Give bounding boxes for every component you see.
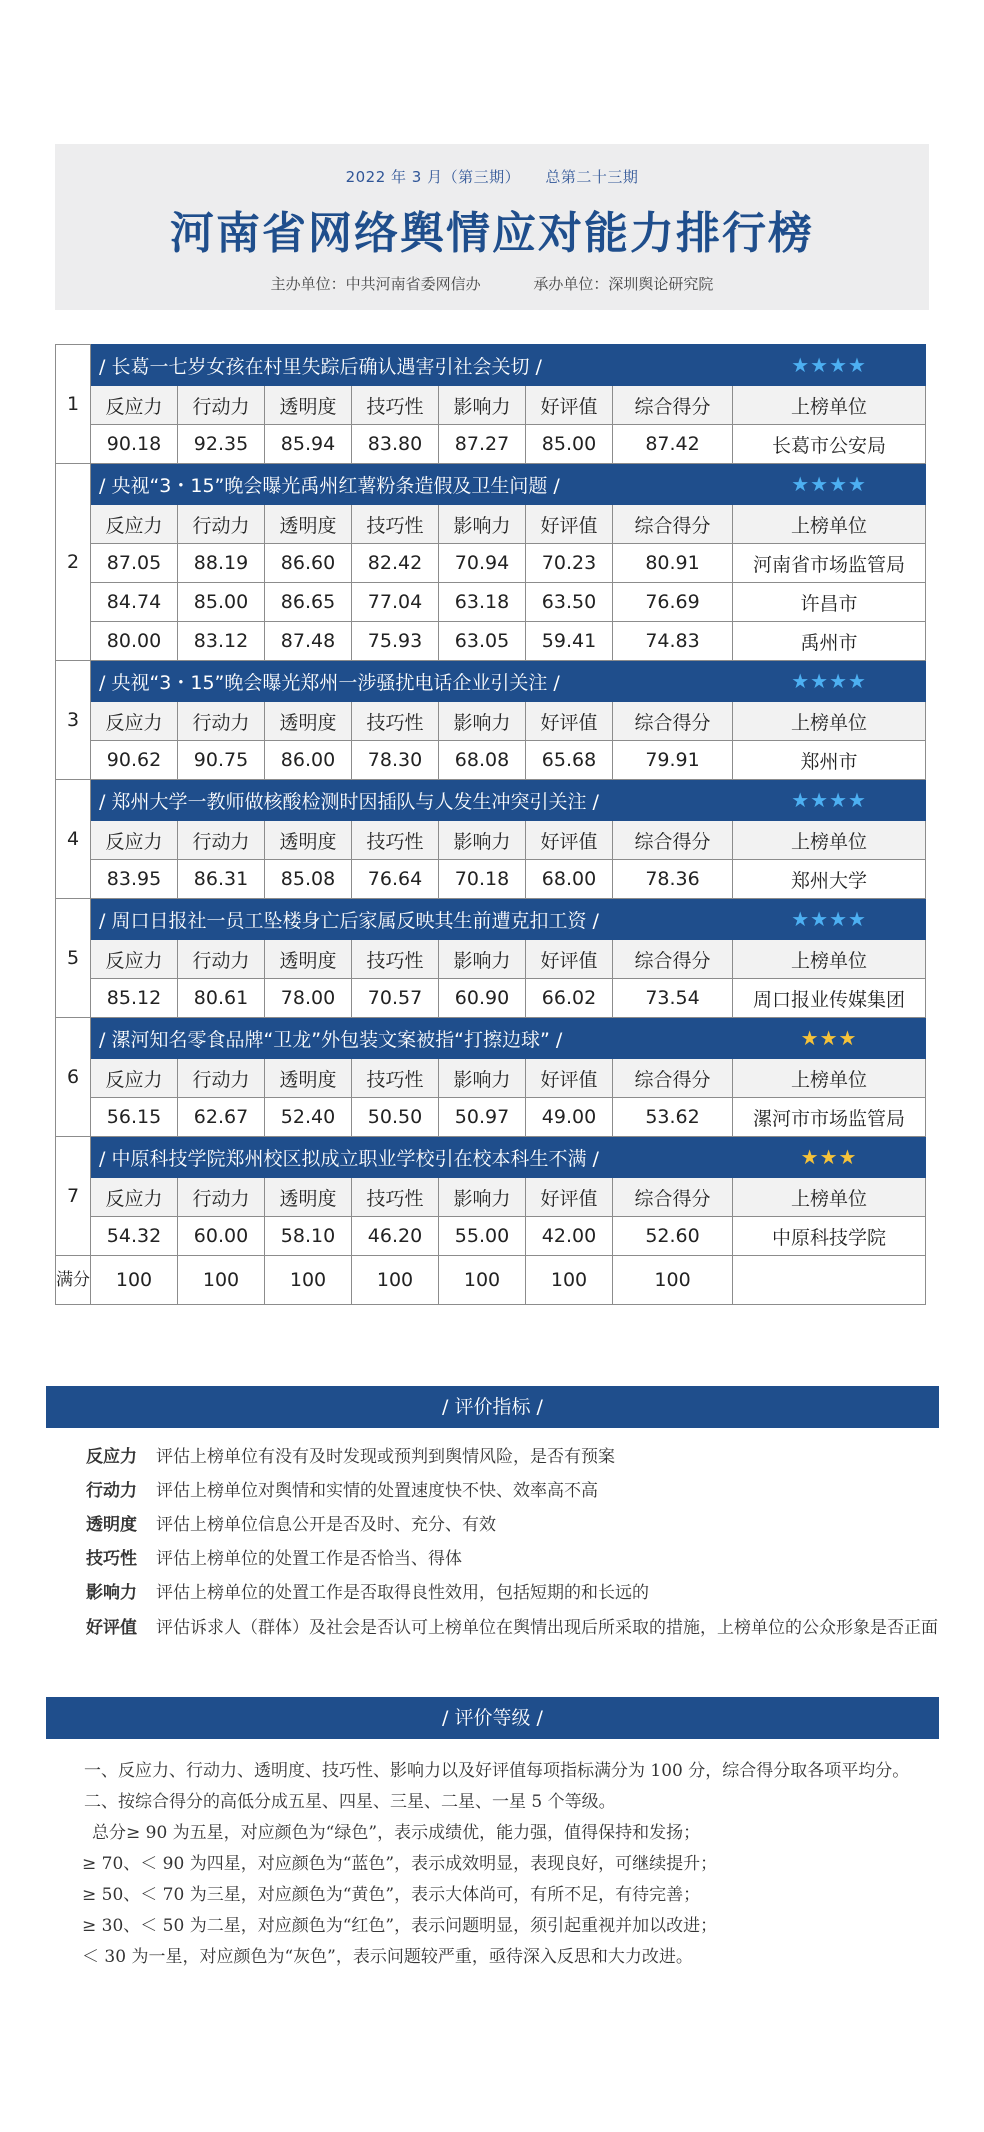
score-cell: 83.95 [91, 860, 178, 899]
organizer-line [55, 273, 929, 294]
score-cell: 85.12 [91, 979, 178, 1018]
score-cell: 70.23 [526, 544, 613, 583]
column-header: 技巧性 [352, 821, 439, 860]
star-rating [733, 899, 926, 940]
score-cell: 82.42 [352, 544, 439, 583]
star-icon: ★ [829, 669, 848, 693]
column-header: 透明度 [265, 505, 352, 544]
column-header: 行动力 [178, 821, 265, 860]
score-cell: 87.05 [91, 544, 178, 583]
score-cell: 90.62 [91, 741, 178, 780]
score-cell: 52.40 [265, 1098, 352, 1137]
score-cell: 78.00 [265, 979, 352, 1018]
star-icon: ★ [810, 907, 830, 931]
column-header: 反应力 [91, 1059, 178, 1098]
host-unit: 主办单位：中共河南省委网信办 [270, 275, 481, 293]
column-header: 影响力 [439, 702, 526, 741]
criteria-item [48, 1576, 938, 1610]
score-cell: 75.93 [352, 622, 439, 661]
star-icon: ★ [848, 669, 867, 693]
column-header: 上榜单位 [733, 1178, 926, 1217]
criteria-list [48, 1440, 938, 1642]
score-cell: 80.00 [91, 622, 178, 661]
star-icon: ★ [829, 788, 848, 812]
score-cell: 85.00 [178, 583, 265, 622]
column-header: 透明度 [265, 821, 352, 860]
star-rating [733, 661, 926, 702]
criteria-key: 影响力 [86, 1583, 137, 1603]
column-header: 反应力 [91, 505, 178, 544]
grade-section-title: / 评价等级 / [442, 1707, 543, 1729]
column-header: 透明度 [265, 1178, 352, 1217]
score-cell: 88.19 [178, 544, 265, 583]
column-header: 行动力 [178, 940, 265, 979]
score-cell: 65.68 [526, 741, 613, 780]
score-cell: 68.00 [526, 860, 613, 899]
score-cell: 60.00 [178, 1217, 265, 1256]
event-title: / 漯河知名零食品牌“卫龙”外包装文案被指“打擦边球” / [91, 1018, 733, 1059]
score-cell: 70.18 [439, 860, 526, 899]
unit-cell: 禹州市 [733, 622, 926, 661]
column-header: 行动力 [178, 1178, 265, 1217]
grade-line: ≥ 70、＜ 90 为四星，对应颜色为“蓝色”，表示成效明显，表现良好，可继续提升； [82, 1854, 718, 1874]
column-header: 上榜单位 [733, 821, 926, 860]
column-header: 综合得分 [613, 702, 733, 741]
criteria-section-header [46, 1386, 939, 1428]
table-row [56, 860, 926, 899]
criteria-text: 评估上榜单位有没有及时发现或预判到舆情风险，是否有预案 [156, 1447, 615, 1467]
score-cell: 52.60 [613, 1217, 733, 1256]
column-header: 上榜单位 [733, 940, 926, 979]
event-title-row [56, 1018, 926, 1059]
star-icon: ★ [829, 353, 848, 377]
column-header: 反应力 [91, 386, 178, 425]
score-cell: 55.00 [439, 1217, 526, 1256]
organizer-unit: 承办单位：深圳舆论研究院 [533, 275, 714, 293]
column-header: 影响力 [439, 821, 526, 860]
grade-description [48, 1756, 940, 1973]
criteria-item [48, 1440, 938, 1474]
full-score-cell: 100 [178, 1256, 265, 1305]
column-header: 技巧性 [352, 386, 439, 425]
grade-line: ≥ 50、＜ 70 为三星，对应颜色为“黄色”，表示大体尚可，有所不足，有待完善； [82, 1885, 701, 1905]
event-title-row [56, 661, 926, 702]
score-cell: 58.10 [265, 1217, 352, 1256]
column-header: 好评值 [526, 940, 613, 979]
full-score-row [56, 1256, 926, 1305]
score-cell: 78.30 [352, 741, 439, 780]
unit-cell: 周口报业传媒集团 [733, 979, 926, 1018]
column-header: 上榜单位 [733, 1059, 926, 1098]
column-header: 综合得分 [613, 940, 733, 979]
criteria-item [48, 1614, 938, 1642]
star-icon: ★ [819, 1145, 839, 1169]
score-cell: 83.80 [352, 425, 439, 464]
unit-cell: 长葛市公安局 [733, 425, 926, 464]
column-header: 反应力 [91, 821, 178, 860]
score-cell: 60.90 [439, 979, 526, 1018]
star-icon: ★ [800, 1026, 820, 1050]
criteria-item [48, 1542, 938, 1576]
event-title: / 郑州大学一教师做核酸检测时因插队与人发生冲突引关注 / [91, 780, 733, 821]
criteria-item [48, 1508, 938, 1542]
column-header: 透明度 [265, 386, 352, 425]
column-header: 行动力 [178, 702, 265, 741]
column-header: 透明度 [265, 940, 352, 979]
event-title-row [56, 780, 926, 821]
star-icon: ★ [848, 472, 867, 496]
score-cell: 62.67 [178, 1098, 265, 1137]
column-header: 好评值 [526, 505, 613, 544]
star-icon: ★ [848, 907, 867, 931]
score-cell: 79.91 [613, 741, 733, 780]
score-cell: 46.20 [352, 1217, 439, 1256]
unit-cell: 漯河市市场监管局 [733, 1098, 926, 1137]
column-header: 综合得分 [613, 1178, 733, 1217]
score-cell: 80.91 [613, 544, 733, 583]
grade-section-header [46, 1697, 939, 1739]
event-title-row [56, 1137, 926, 1178]
star-icon: ★ [791, 472, 811, 496]
full-score-cell: 100 [613, 1256, 733, 1305]
column-header: 综合得分 [613, 386, 733, 425]
full-score-cell: 100 [439, 1256, 526, 1305]
column-header: 好评值 [526, 1059, 613, 1098]
rank-number: 1 [56, 345, 91, 464]
event-title: / 央视“3・15”晚会曝光禹州红薯粉条造假及卫生问题 / [91, 464, 733, 505]
score-cell: 54.32 [91, 1217, 178, 1256]
score-cell: 85.94 [265, 425, 352, 464]
criteria-key: 行动力 [86, 1481, 137, 1501]
score-cell: 87.48 [265, 622, 352, 661]
full-score-cell: 100 [526, 1256, 613, 1305]
rank-number: 7 [56, 1137, 91, 1256]
score-cell: 42.00 [526, 1217, 613, 1256]
column-header-row [56, 505, 926, 544]
star-icon: ★ [838, 1145, 858, 1169]
score-cell: 87.27 [439, 425, 526, 464]
event-title-row [56, 345, 926, 386]
event-title: / 长葛一七岁女孩在村里失踪后确认遇害引社会关切 / [91, 345, 733, 386]
column-header-row [56, 702, 926, 741]
criteria-key: 技巧性 [86, 1549, 137, 1569]
score-cell: 70.94 [439, 544, 526, 583]
star-icon: ★ [791, 788, 811, 812]
criteria-text: 评估上榜单位对舆情和实情的处置速度快不快、效率高不高 [156, 1481, 598, 1501]
rank-number: 4 [56, 780, 91, 899]
unit-cell: 郑州大学 [733, 860, 926, 899]
score-cell: 50.50 [352, 1098, 439, 1137]
column-header: 上榜单位 [733, 702, 926, 741]
column-header: 技巧性 [352, 1059, 439, 1098]
event-title: / 中原科技学院郑州校区拟成立职业学校引在校本科生不满 / [91, 1137, 733, 1178]
star-icon: ★ [791, 353, 811, 377]
table-row [56, 544, 926, 583]
full-score-cell: 100 [352, 1256, 439, 1305]
star-icon: ★ [838, 1026, 858, 1050]
criteria-key: 透明度 [86, 1515, 137, 1535]
score-cell: 70.57 [352, 979, 439, 1018]
full-score-cell: 100 [91, 1256, 178, 1305]
criteria-item [48, 1474, 938, 1508]
column-header-row [56, 821, 926, 860]
score-cell: 49.00 [526, 1098, 613, 1137]
score-cell: 78.36 [613, 860, 733, 899]
rank-number: 6 [56, 1018, 91, 1137]
column-header: 技巧性 [352, 505, 439, 544]
column-header: 好评值 [526, 1178, 613, 1217]
score-cell: 83.12 [178, 622, 265, 661]
column-header-row [56, 940, 926, 979]
table-row [56, 741, 926, 780]
table-row [56, 425, 926, 464]
score-cell: 85.00 [526, 425, 613, 464]
grade-line: 总分≥ 90 为五星，对应颜色为“绿色”，表示成绩优，能力强，值得保持和发扬； [92, 1823, 701, 1843]
grade-line: ≥ 30、＜ 50 为二星，对应颜色为“红色”，表示问题明显，须引起重视并加以改进； [82, 1916, 718, 1936]
unit-cell: 许昌市 [733, 583, 926, 622]
star-rating [733, 780, 926, 821]
score-cell: 90.18 [91, 425, 178, 464]
grade-line: ＜ 30 为一星，对应颜色为“灰色”，表示问题较严重，亟待深入反思和大力改进。 [82, 1947, 693, 1967]
score-cell: 87.42 [613, 425, 733, 464]
column-header: 影响力 [439, 940, 526, 979]
star-icon: ★ [810, 472, 830, 496]
score-cell: 76.64 [352, 860, 439, 899]
table-row [56, 1217, 926, 1256]
score-cell: 63.05 [439, 622, 526, 661]
rank-number: 5 [56, 899, 91, 1018]
star-icon: ★ [810, 788, 830, 812]
score-cell: 77.04 [352, 583, 439, 622]
score-cell: 85.08 [265, 860, 352, 899]
star-icon: ★ [791, 907, 811, 931]
column-header: 好评值 [526, 702, 613, 741]
column-header: 行动力 [178, 386, 265, 425]
star-icon: ★ [829, 907, 848, 931]
star-icon: ★ [791, 669, 811, 693]
column-header: 反应力 [91, 1178, 178, 1217]
page-title: 河南省网络舆情应对能力排行榜 [170, 208, 814, 259]
score-cell: 86.00 [265, 741, 352, 780]
score-cell: 80.61 [178, 979, 265, 1018]
column-header-row [56, 1178, 926, 1217]
score-cell: 86.31 [178, 860, 265, 899]
column-header: 透明度 [265, 702, 352, 741]
column-header: 影响力 [439, 1178, 526, 1217]
column-header: 影响力 [439, 1059, 526, 1098]
star-icon: ★ [829, 472, 848, 496]
star-icon: ★ [810, 353, 830, 377]
score-cell: 63.18 [439, 583, 526, 622]
column-header: 影响力 [439, 505, 526, 544]
column-header: 透明度 [265, 1059, 352, 1098]
issue-total: 总第二十三期 [545, 168, 639, 186]
star-rating [733, 1137, 926, 1178]
column-header: 上榜单位 [733, 505, 926, 544]
column-header: 综合得分 [613, 821, 733, 860]
issue-line [55, 166, 929, 187]
score-cell: 84.74 [91, 583, 178, 622]
column-header: 好评值 [526, 821, 613, 860]
star-icon: ★ [800, 1145, 820, 1169]
column-header: 综合得分 [613, 505, 733, 544]
event-title-row [56, 899, 926, 940]
criteria-text: 评估上榜单位的处置工作是否恰当、得体 [156, 1549, 462, 1569]
column-header: 反应力 [91, 940, 178, 979]
event-title: / 央视“3・15”晚会曝光郑州一涉骚扰电话企业引关注 / [91, 661, 733, 702]
column-header: 行动力 [178, 505, 265, 544]
event-title: / 周口日报社一员工坠楼身亡后家属反映其生前遭克扣工资 / [91, 899, 733, 940]
score-cell: 76.69 [613, 583, 733, 622]
full-score-label: 满分 [56, 1256, 91, 1305]
star-icon: ★ [848, 353, 867, 377]
full-score-cell: 100 [265, 1256, 352, 1305]
column-header-row [56, 1059, 926, 1098]
criteria-section-title: / 评价指标 / [442, 1396, 543, 1418]
report-header [55, 144, 929, 310]
column-header: 技巧性 [352, 940, 439, 979]
table-row [56, 979, 926, 1018]
column-header: 影响力 [439, 386, 526, 425]
column-header: 技巧性 [352, 1178, 439, 1217]
event-title-row [56, 464, 926, 505]
rank-number: 2 [56, 464, 91, 661]
unit-cell: 河南省市场监管局 [733, 544, 926, 583]
score-cell: 56.15 [91, 1098, 178, 1137]
ranking-table [55, 344, 926, 1305]
criteria-text: 评估诉求人（群体）及社会是否认可上榜单位在舆情出现后所采取的措施，上榜单位的公众形象是否正面 [156, 1618, 938, 1638]
column-header: 技巧性 [352, 702, 439, 741]
unit-cell: 中原科技学院 [733, 1217, 926, 1256]
score-cell: 86.65 [265, 583, 352, 622]
criteria-text: 评估上榜单位的处置工作是否取得良性效用，包括短期的和长远的 [156, 1583, 649, 1603]
criteria-key: 反应力 [86, 1447, 137, 1467]
star-rating [733, 1018, 926, 1059]
score-cell: 68.08 [439, 741, 526, 780]
table-row [56, 1098, 926, 1137]
grade-line: 二、按综合得分的高低分成五星、四星、三星、二星、一星 5 个等级。 [84, 1792, 616, 1812]
score-cell: 53.62 [613, 1098, 733, 1137]
unit-cell: 郑州市 [733, 741, 926, 780]
criteria-key: 好评值 [86, 1618, 137, 1638]
column-header: 上榜单位 [733, 386, 926, 425]
column-header-row [56, 386, 926, 425]
score-cell: 73.54 [613, 979, 733, 1018]
table-row [56, 622, 926, 661]
score-cell: 63.50 [526, 583, 613, 622]
criteria-text: 评估上榜单位信息公开是否及时、充分、有效 [156, 1515, 496, 1535]
rank-number: 3 [56, 661, 91, 780]
score-cell: 74.83 [613, 622, 733, 661]
column-header: 好评值 [526, 386, 613, 425]
star-rating [733, 464, 926, 505]
column-header: 行动力 [178, 1059, 265, 1098]
empty-cell [733, 1256, 926, 1305]
table-row [56, 583, 926, 622]
column-header: 反应力 [91, 702, 178, 741]
issue-date: 2022 年 3 月（第三期） [345, 168, 521, 186]
score-cell: 86.60 [265, 544, 352, 583]
score-cell: 90.75 [178, 741, 265, 780]
grade-line: 一、反应力、行动力、透明度、技巧性、影响力以及好评值每项指标满分为 100 分，综合得分取各项平均分。 [84, 1761, 910, 1781]
star-icon: ★ [848, 788, 867, 812]
star-icon: ★ [810, 669, 830, 693]
star-icon: ★ [819, 1026, 839, 1050]
column-header: 综合得分 [613, 1059, 733, 1098]
score-cell: 92.35 [178, 425, 265, 464]
star-rating [733, 345, 926, 386]
score-cell: 50.97 [439, 1098, 526, 1137]
score-cell: 59.41 [526, 622, 613, 661]
score-cell: 66.02 [526, 979, 613, 1018]
